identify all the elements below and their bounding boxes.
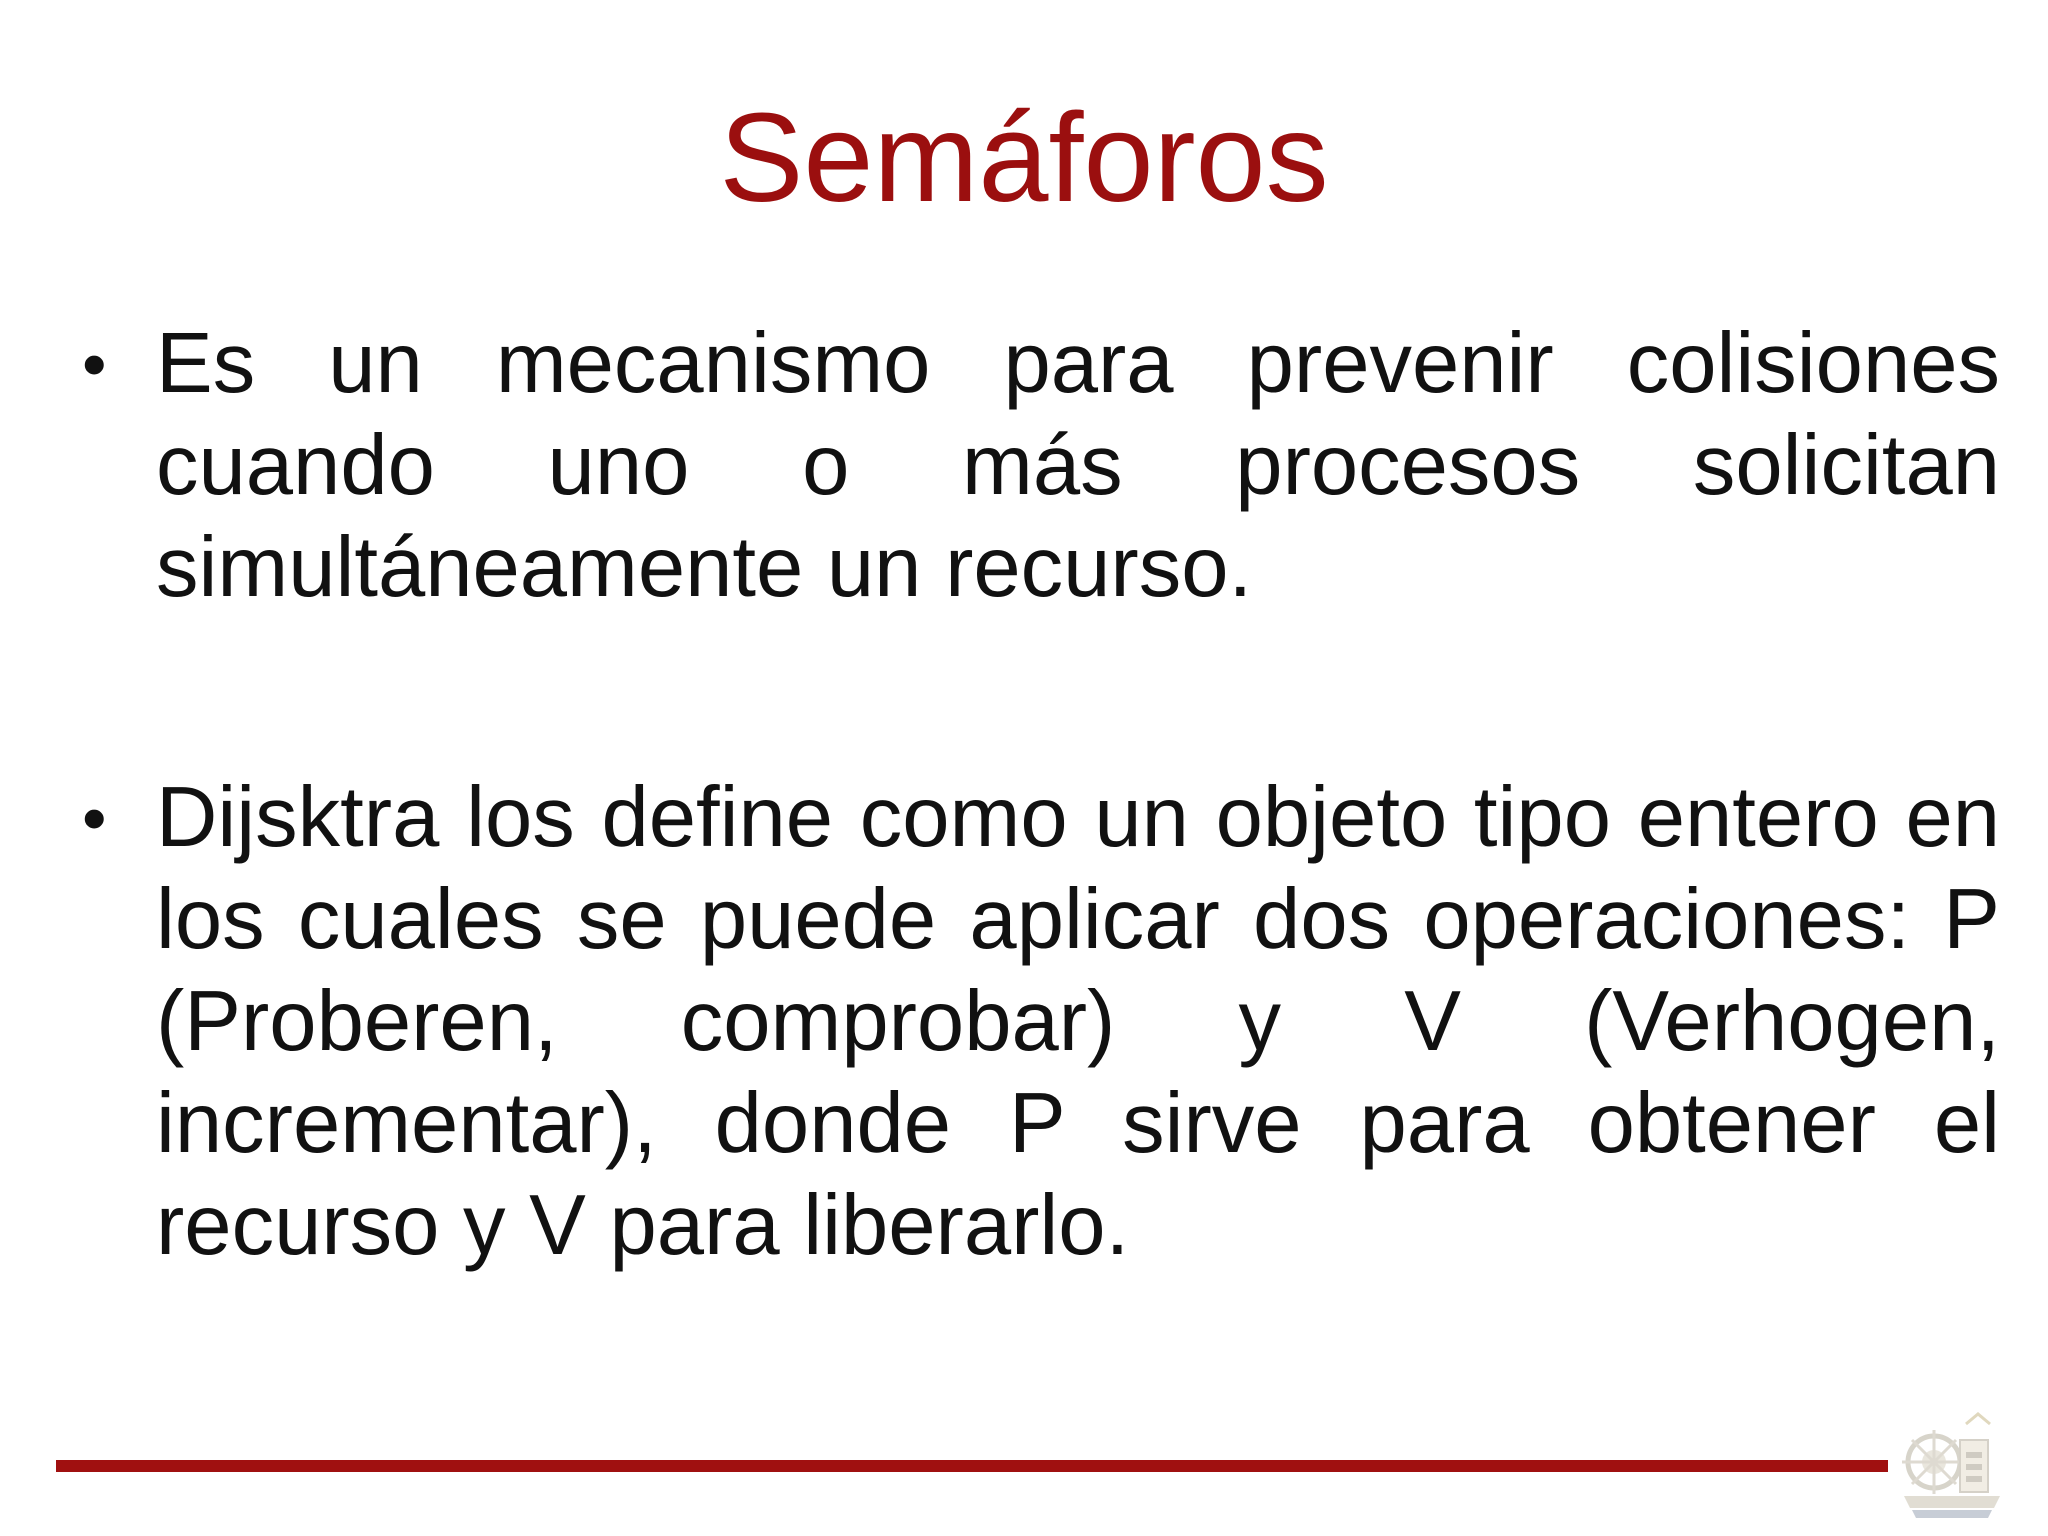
- slide-title: Semáforos: [719, 87, 1329, 228]
- bullet-marker: •: [82, 779, 107, 857]
- bullet-text: Es un mecanismo para prevenir colisiones cuando uno o más procesos solicitan simultáneamente un recurso.: [156, 316, 2000, 615]
- footer-rule: [56, 1460, 1888, 1472]
- bullet-list: [70, 313, 2000, 1277]
- bullet-item: [70, 313, 2000, 619]
- bullet-item: [70, 767, 2000, 1277]
- bullet-text: Dijsktra los define como un objeto tipo entero en los cuales se puede aplicar dos operaciones: P (Proberen, comprobar) y V (Verhogen, incrementar), donde P sirve para obtener el recurso y V para liberarlo.: [156, 770, 2000, 1273]
- institution-seal-icon: [1890, 1400, 2014, 1524]
- bullet-marker: •: [82, 325, 107, 403]
